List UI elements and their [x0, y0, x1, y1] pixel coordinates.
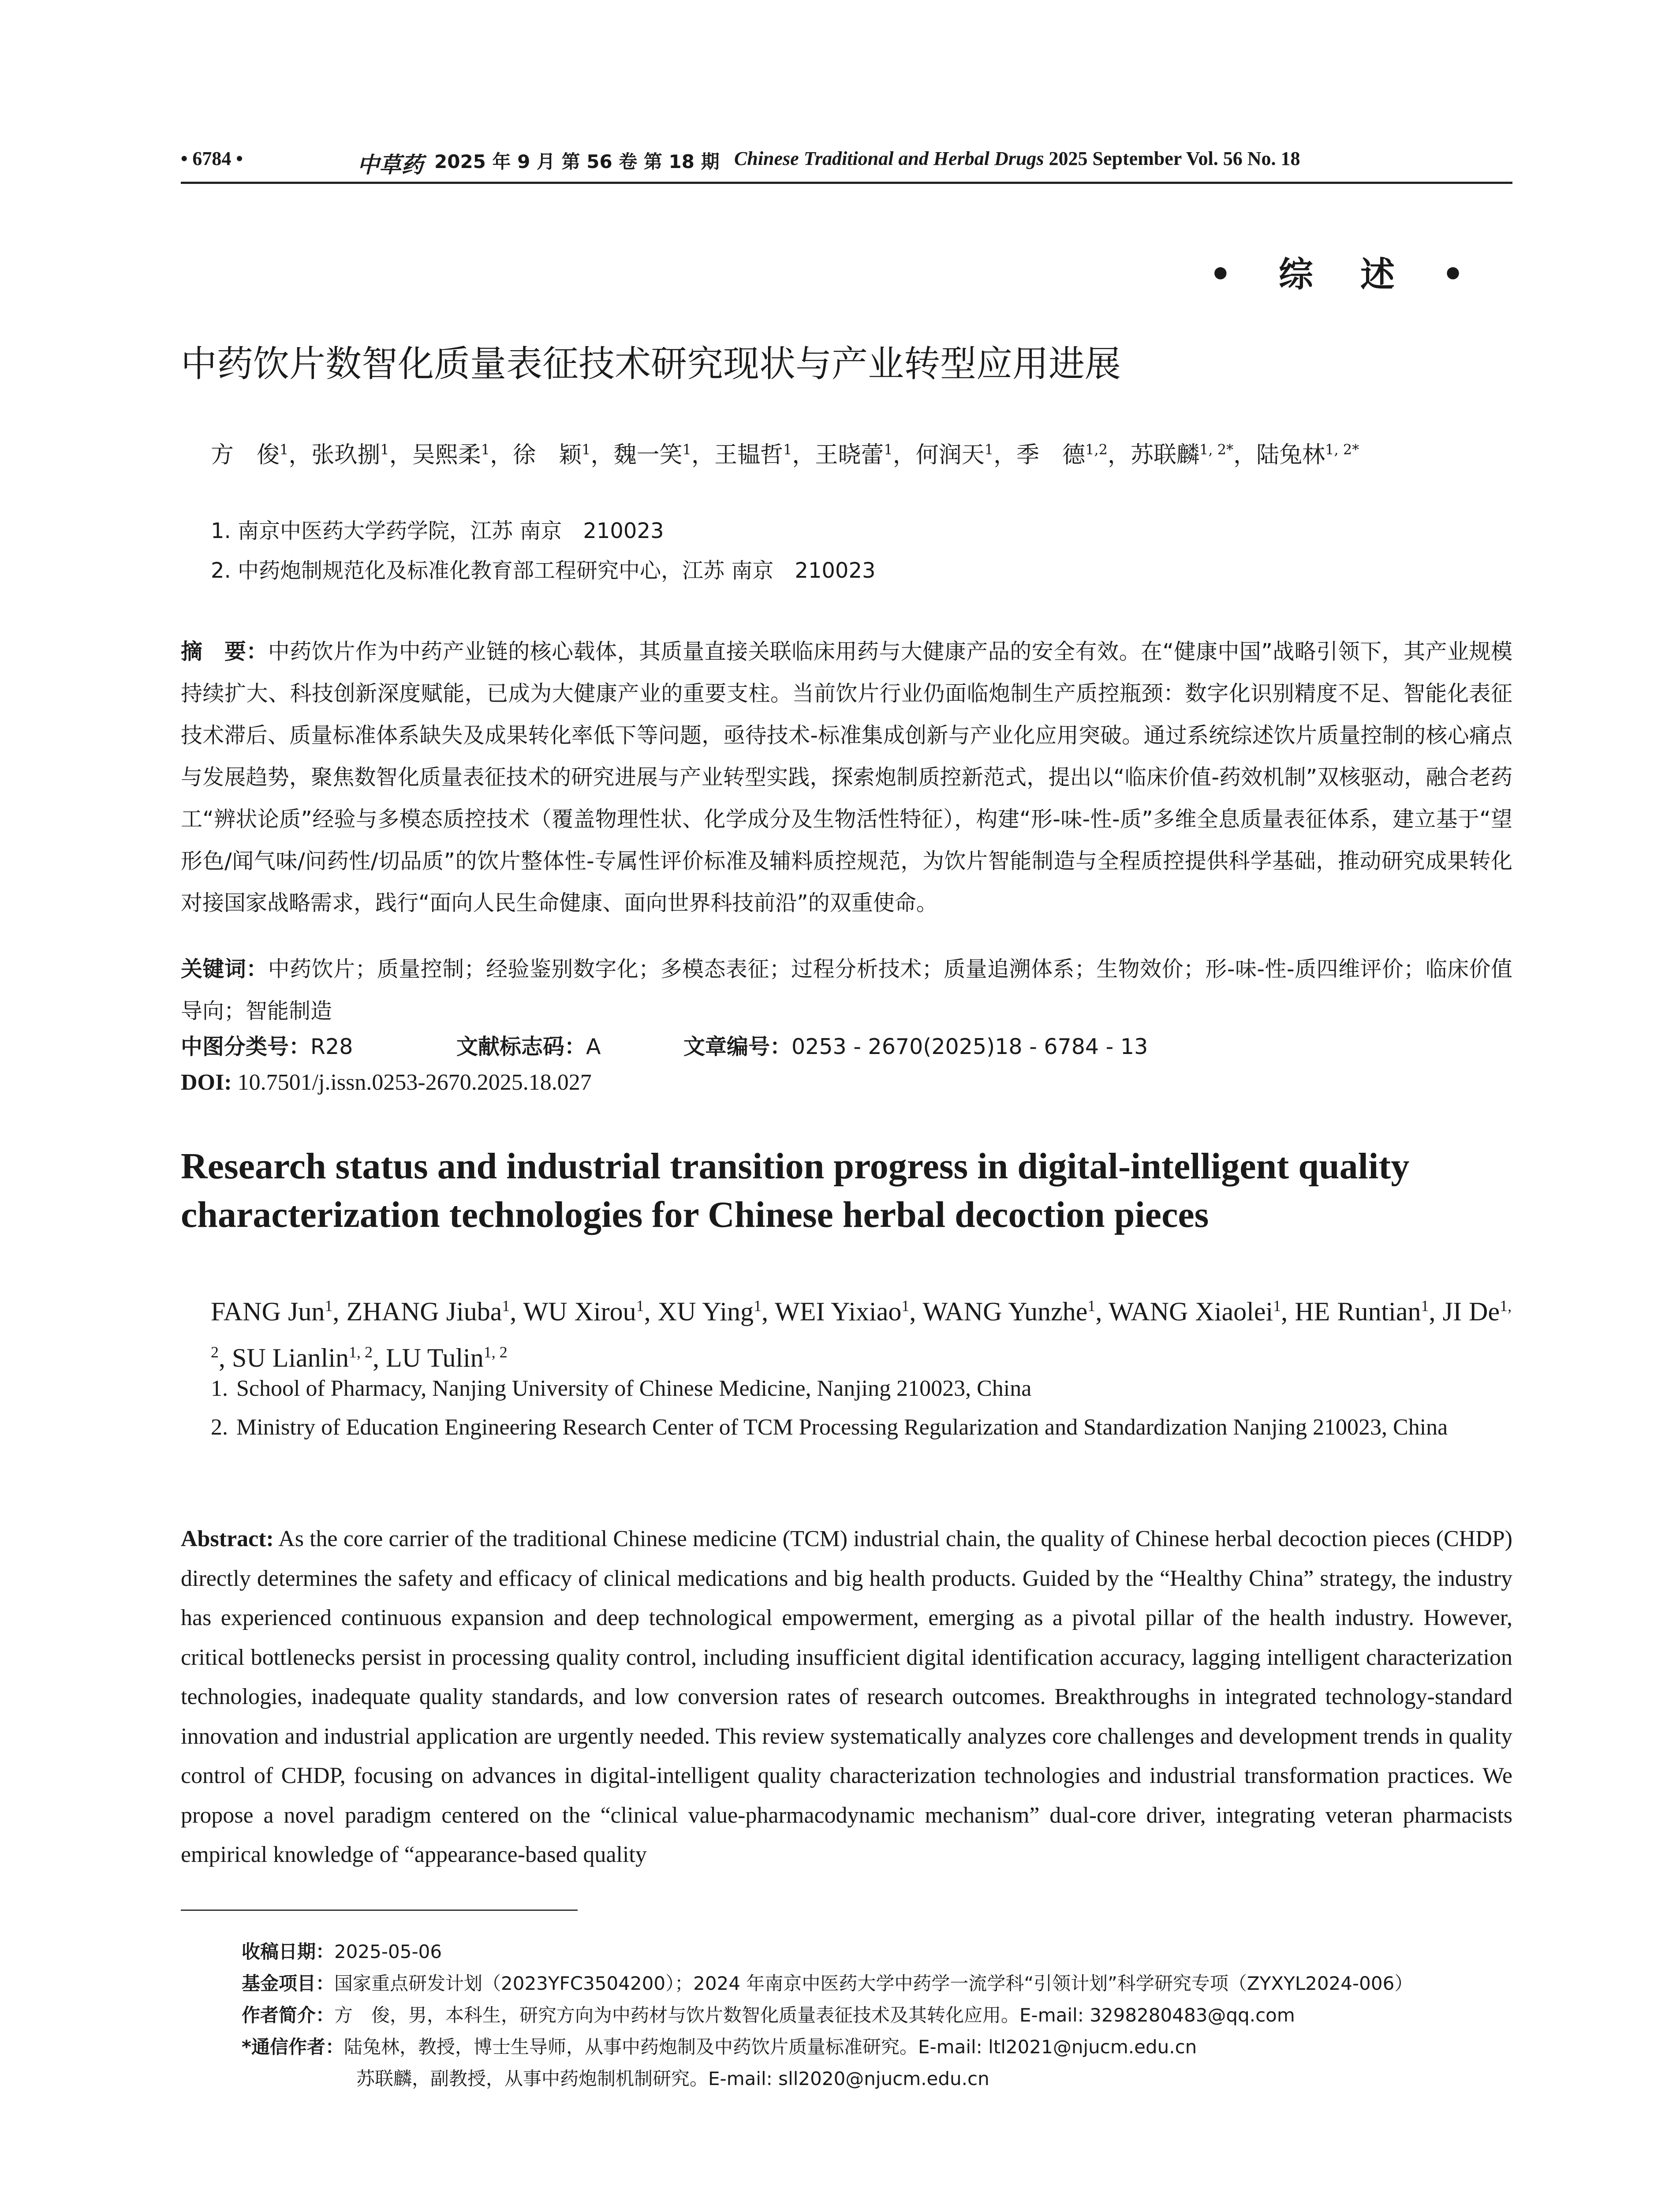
footnote-received: 收稿日期：2025-05-06 — [242, 1941, 442, 1962]
cn-author-affil-mark: 1 — [984, 441, 994, 458]
cn-author-affil-mark: 1, 2* — [1199, 441, 1234, 458]
abstract-cn — [181, 631, 1512, 924]
cn-author-affil-mark: 1 — [582, 441, 591, 458]
doi: DOI: 10.7501/j.issn.0253-2670.2025.18.027 — [181, 1070, 592, 1095]
footnotes — [242, 1936, 1512, 2095]
en-author-affil-mark: 1 — [754, 1297, 762, 1315]
cn-author-affil-mark: 1 — [783, 441, 792, 458]
cn-author-name: 张玖捌 — [311, 442, 381, 469]
cn-author-name: 苏联麟 — [1131, 442, 1200, 469]
en-author-name: WEI Yixiao — [775, 1297, 902, 1326]
keywords-cn-label: 关键词： — [181, 957, 268, 982]
en-author — [1109, 1297, 1281, 1326]
keywords-cn-text: 中药饮片；质量控制；经验鉴别数字化；多模态表征；过程分析技术；质量追溯体系；生物效价；形-味-性-质四维评价；临床价值导向；智能制造 — [181, 957, 1512, 1024]
authors-cn: 方 俊$^1$，张玖捌$^1$，吴熙柔$^1$，徐 颖$^1$，魏一笑$^1$，王韫哲$^1$，王晓蕾$^1$，何润天$^1$，季 德$^{1,2}$，苏联麟$^{1, 2*}$，陆兔林$^{1, 2*}$ — [211, 441, 1359, 469]
en-author-name: WU Xirou — [523, 1297, 636, 1326]
abstract-cn-text: 中药饮片作为中药产业链的核心载体，其质量直接关联临床用药与大健康产品的安全有效。在“健康中国”战略引领下，其产业规模持续扩大、科技创新深度赋能，已成为大健康产业的重要支柱。当前饮片行业仍面临炮制生产质控瓶颈：数字化识别精度不足、智能化表征技术滞后、质量标准体系缺失及成果转化率低下等问题，亟待技术-标准集成创新与产业化应用突破。通过系统综述饮片质量控制的核心痛点与发展趋势，聚焦数智化质量表征技术的研究进展与产业转型实践，探索炮制质控新范式，提出以“临床价值-药效机制”双核驱动，融合老药工“辨状论质”经验与多模态质控技术（覆盖物理性状、化学成分及生物活性特征），构建“形-味-性-质”多维全息质量表征体系，建立基于“望形色/闻气味/问药性/切品质”的饮片整体性-专属性评价标准及辅料质控规范，为饮片智能制造与全程质控提供科学基础，推动研究成果转化对接国家战略需求，践行“面向人民生命健康、面向世界科技前沿”的双重使命。 — [181, 639, 1512, 916]
issue-info-cn: 2025 年 9 月 第 56 卷 第 18 期 — [434, 151, 720, 172]
en-author-affil-mark: 1 — [636, 1297, 644, 1315]
en-author-name: ZHANG Jiuba — [346, 1297, 502, 1326]
en-author-name: SU Lianlin — [232, 1343, 349, 1372]
en-author — [775, 1297, 909, 1326]
column-tag: • 综 述 • — [1209, 255, 1482, 295]
cn-author — [916, 442, 993, 468]
affiliation-en-2: 2. Ministry of Education Engineering Research Center of TCM Processing Regularization and Standardization Nanjing 210023, China — [211, 1415, 1448, 1440]
en-author — [347, 1297, 510, 1326]
cn-author-affil-mark: 1 — [380, 441, 389, 458]
affiliation-cn-1: 1. 南京中医药大学药学院，江苏 南京 210023 — [211, 519, 664, 543]
en-author-name: XU Ying — [657, 1297, 754, 1326]
en-author-affil-mark: 1 — [325, 1297, 333, 1315]
en-author-name: HE Runtian — [1295, 1297, 1421, 1326]
cn-author-name: 王晓蕾 — [815, 442, 884, 469]
keywords-cn — [181, 948, 1512, 1032]
en-author-name: JI De — [1442, 1297, 1500, 1326]
en-author-affil-mark: 1 — [1273, 1297, 1281, 1315]
cn-author — [1016, 442, 1108, 468]
cn-author — [1256, 442, 1359, 468]
cn-author — [815, 442, 892, 468]
cn-author-name: 王韫哲 — [714, 442, 783, 469]
journal-name-en: Chinese Traditional and Herbal Drugs 2025 September Vol. 56 No. 18 — [734, 148, 1300, 169]
en-author — [232, 1343, 373, 1372]
en-author-affil-mark: 1 — [901, 1297, 910, 1315]
cn-author-name: 陆兔林 — [1256, 442, 1325, 469]
cn-author — [714, 442, 792, 468]
en-author — [211, 1297, 332, 1326]
cn-author-affil-mark: 1, 2* — [1325, 441, 1359, 458]
en-author-affil-mark: 1 — [502, 1297, 510, 1315]
cn-author — [1131, 442, 1233, 468]
abstract-en-label: Abstract: — [181, 1526, 274, 1551]
title-cn: 中药饮片数智化质量表征技术研究现状与产业转型应用进展 — [181, 343, 1121, 385]
en-author — [386, 1343, 508, 1372]
abstract-en — [181, 1519, 1512, 1875]
document-code: 文献标志码：A — [456, 1034, 601, 1059]
cn-author-affil-mark: 1 — [884, 441, 893, 458]
cn-author — [412, 442, 490, 468]
en-author-affil-mark: 1, 2 — [211, 1297, 1512, 1361]
page-number: • 6784 • — [181, 148, 243, 169]
cn-author-affil-mark: 1,2 — [1085, 441, 1108, 458]
cn-author-name: 季 德 — [1016, 442, 1086, 469]
journal-logo: 中草药 — [357, 152, 423, 178]
cn-author-name: 吴熙柔 — [412, 442, 481, 469]
cn-author — [211, 442, 288, 468]
cn-author-affil-mark: 1 — [481, 441, 490, 458]
abstract-cn-label: 摘 要： — [181, 639, 268, 664]
title-en: Research status and industrial transition progress in digital-intelligent quality characterization technologies for Chinese herbal decoction pieces — [181, 1146, 1410, 1235]
en-author-affil-mark: 1, 2 — [483, 1343, 508, 1361]
en-author-name: FANG Jun — [211, 1297, 325, 1326]
clc-number: 中图分类号：R28 — [181, 1034, 353, 1059]
cn-author-name: 徐 颖 — [513, 442, 582, 469]
cn-author-name: 何润天 — [915, 442, 985, 469]
en-author — [1295, 1297, 1429, 1326]
en-author-name: LU Tulin — [386, 1343, 484, 1372]
authors-en: FANG Jun$^1$, ZHANG Jiuba$^1$, WU Xirou$^1$, XU Ying$^1$, WEI Yixiao$^1$, WANG Yunzhe$^1$, WANG Xiaolei$^1$, HE Runtian$^1$, JI De$^{1, 2}$, SU Lianlin$^{1, 2}$, LU Tulin$^{1, 2}$ — [211, 1297, 1512, 1372]
en-author — [658, 1297, 762, 1326]
article-number: 文章编号：0253 - 2670(2025)18 - 6784 - 13 — [683, 1034, 1148, 1059]
footnote-fund: 基金项目：国家重点研发计划（2023YFC3504200）；2024 年南京中医药大学中药学一流学科“引领计划”科学研究专项（ZYXYL2024-006） — [242, 1973, 1413, 1994]
cn-author — [311, 442, 389, 468]
cn-author-affil-mark: 1 — [682, 441, 691, 458]
footnote-corresponding: *通信作者：陆兔林，教授，博士生导师，从事中药炮制及中药饮片质量标准研究。E-mail: ltl2021@njucm.edu.cn — [242, 2036, 1197, 2058]
en-author-affil-mark: 1 — [1087, 1297, 1096, 1315]
footnote-divider — [181, 1910, 578, 1911]
footnote-corresponding-2: 苏联麟，副教授，从事中药炮制机制研究。E-mail: sll2020@njucm.edu.cn — [356, 2068, 989, 2089]
affiliation-en-1: 1. School of Pharmacy, Nanjing University of Chinese Medicine, Nanjing 210023, China — [211, 1376, 1032, 1401]
en-author-name: WANG Yunzhe — [922, 1297, 1088, 1326]
en-author-affil-mark: 1, 2 — [349, 1343, 373, 1361]
en-author — [523, 1297, 644, 1326]
cn-author — [513, 442, 590, 468]
en-author-affil-mark: 1 — [1421, 1297, 1429, 1315]
cn-author — [614, 442, 691, 468]
affiliation-cn-2: 2. 中药炮制规范化及标准化教育部工程研究中心，江苏 南京 210023 — [211, 558, 876, 583]
en-author-name: WANG Xiaolei — [1109, 1297, 1273, 1326]
cn-author-affil-mark: 1 — [280, 441, 289, 458]
abstract-en-text: As the core carrier of the traditional Chinese medicine (TCM) industrial chain, the quality of Chinese herbal decoction pieces (CHDP) directly determines the safety and efficacy of clinical medications and big health products. Guided by the “Healthy China” strategy, the industry has experienced continuous expansion and deep technological empowerment, emerging as a pivotal pillar of the health industry. However, critical bottlenecks persist in processing quality control, including insufficient digital identification accuracy, lagging intelligent characterization technologies, inadequate quality standards, and low conversion rates of research outcomes. Breakthroughs in integrated technology-standard innovation and industrial application are urgently needed. This review systematically analyzes core challenges and development trends in quality control of CHDP, focusing on advances in digital-intelligent quality characterization technologies and industrial transformation practices. We propose a novel paradigm centered on the “clinical value-pharmacodynamic mechanism” dual-core driver, integrating veteran pharmacists empirical knowledge of “appearance-based quality — [181, 1526, 1512, 1867]
running-header — [181, 142, 1512, 184]
doi-link[interactable]: 10.7501/j.issn.0253-2670.2025.18.027 — [237, 1070, 592, 1095]
en-author — [922, 1297, 1095, 1326]
cn-author-name: 魏一笑 — [613, 442, 683, 469]
footnote-author: 作者简介：方 俊，男，本科生，研究方向为中药材与饮片数智化质量表征技术及其转化应用。E-mail: 3298280483@qq.com — [242, 2004, 1295, 2026]
cn-author-name: 方 俊 — [211, 442, 280, 469]
